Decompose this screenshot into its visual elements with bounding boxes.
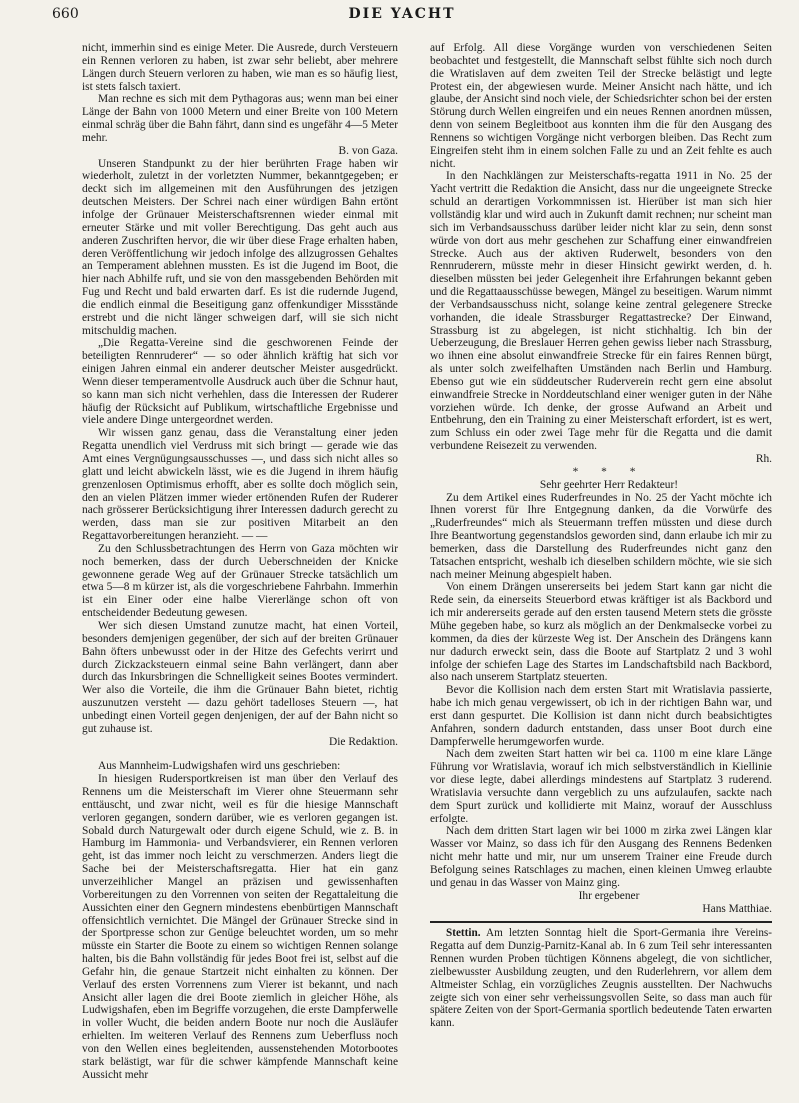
- paragraph: nicht, immerhin sind es einige Meter. Die Ausrede, durch Versteuern ein Rennen verloren zu haben, ist zwar sehr beliebt, aber mehrere Längen durch Steuern verloren zu haben, wie man es so häufig liest, ist stets falsch taxiert.: [82, 42, 398, 93]
- paragraph: Nach dem dritten Start lagen wir bei 1000 m zirka zwei Längen klar Wasser vor Mainz, so dass ich für den Ausgang des Rennens Bedenken nicht mehr hatte und mir, nur um unserem Trainer eine Freude durch Befolgung seines Ratschlages zu machen, einen kleinen Umweg erlaubte und genau in das Wasser von Mainz ging.: [430, 825, 772, 889]
- right-column: [430, 42, 772, 1030]
- letter-salutation: Sehr geehrter Herr Redakteur!: [539, 478, 679, 491]
- signature: B. von Gaza.: [338, 144, 398, 157]
- signature: Rh.: [755, 453, 772, 465]
- news-dateline: Stettin.: [446, 927, 481, 940]
- signature: Die Redaktion.: [329, 735, 398, 748]
- news-text: Am letzten Sonntag hielt die Sport-Germania ihre Vereins-Regatta auf dem Dunzig-Parnitz-Kanal ab. In 6 zum Teil sehr interessanten Rennen wurden Proben tüchtigen Könnens abgelegt, die von sichtlicher, zielbewusster Ausbildung zeugten, und den Ruderlehrern, vor allem dem Altmeister Schlag, ein vorzügliches Zeugnis ausstellten. Der Nachwuchs zeigte sich von einer sehr verheissungsvollen Seite, so dass man auch für spätere Zeiten von der Sport-Germania sportlich bedeutende Taten erwarten kann.: [430, 927, 772, 1030]
- paragraph: Wir wissen ganz genau, dass die Veranstaltung einer jeden Regatta unendlich viel Verdruss mit sich bringt — gerade wie das Amt eines Vergnügungsausschusses —, und dass sich nicht alles so glatt und leicht abwickeln lässt, wie es die Jugend in ihrem häufig grenzenlosen Optimismus erhofft, aber es sollte doch möglich sein, den an vielen Plätzen immer wieder ertönenden Rufen der Ruderer nach grösserer Berücksichtigung ihrer Interessen dadurch gerecht zu werden, dass man sie zur positiven Mitarbeit an den Regattavorbereitungen heranzieht. — —: [82, 427, 398, 543]
- running-title: DIE YACHT: [348, 6, 456, 22]
- left-column: [82, 42, 398, 1082]
- paragraph: Man rechne es sich mit dem Pythagoras aus; wenn man bei einer Länge der Bahn von 1000 Metern und einer Breite von 100 Metern einmal schräg über die Bahn fährt, dann sind es ungefähr 4—5 Meter mehr.: [82, 93, 398, 144]
- letter-closing: Ihr ergebener: [578, 889, 640, 902]
- paragraph: Zu den Schlussbetrachtungen des Herrn von Gaza möchten wir noch bemerken, dass der durch Ueberschneiden der Knicke gewonnene gerade Weg auf der Grünauer Strecke tatsächlich um etwa 5—8 m kürzer ist, als die vorgeschriebene Fahrbahn. Immerhin ist ein Einer oder eine halbe Viererlänge schon oft von entscheidender Bedeutung gewesen.: [82, 542, 398, 620]
- section-divider: * * *: [572, 465, 646, 478]
- news-item: [430, 921, 772, 1030]
- paragraph: In den Nachklängen zur Meisterschafts-regatta 1911 in No. 25 der Yacht vertritt die Redaktion die Ansicht, dass nur die ungeeignete Strecke schuld an derartigen Vorkommnissen ist. Hierüber ist man sich hier vollständig klar und wird auch in Zukunft damit rechnen; nur scheint man sich im Verbandsausschuss darüber leider nicht klar zu sein, denn sonst würde von dort aus mehr geschehen zur Schaffung einer einwandfreien Strecke. Auch aus der aktiven Ruderwelt, besonders von den Rennruderern, müsste mehr in dieser Hinsicht gewirkt werden, d. h. dieselben müssten bei jeder Gelegenheit ihre Erfahrungen bekannt geben und die Regattaausschüsse bewegen, Mängel zu beseitigen. Warum nimmt der Verbandsausschuss nicht, solange keine zentral gelegenere Strecke vorhanden, die ideale Strassburger Regattastrecke? Der Einwand, Strassburg ist zu abgelegen, ist nicht stichhaltig. Ich bin der Ueberzeugung, die Breslauer Herren gehen gewiss lieber nach Strassburg, wo ihnen eine absolut einwandfreie Strecke für ein faires Rennen bürgt, als unter solch zweifelhaften Umständen nach Berlin und Hamburg. Ebenso gut wie ein süddeutscher Ruderverein recht gern eine absolut einwandfreie Strecke in Norddeutschland einer weniger guten in der Nähe vorziehen würde. Ich denke, der grosse Aufwand an Arbeit und Entbehrung, den ein Training zu einer Meisterschaft erfordert, ist es wert, zum Schluss ein oder zwei Tage mehr für die Regatta und die damit verbundene Reisezeit zu verwenden.: [430, 170, 772, 453]
- paragraph: Unseren Standpunkt zu der hier berührten Frage haben wir wiederholt, zuletzt in der vorletzten Nummer, bekanntgegeben; er deckt sich im allgemeinen mit den Ausführungen des jetzigen deutschen Meisters. Der Schrei nach einer würdigen Bahn ertönt infolge der Grünauer Meisterschaftsrennen wieder einmal mit erneuter Stärke und mit voller Berechtigung. Das geht auch aus anderen Zuschriften hervor, die wir über diese Frage erhalten haben, deren Veröffentlichung wir jedoch infolge des allzugrossen Gehaltes an Temperament ablehnen mussten. Es ist die Jugend im Boot, die hier nach Abhilfe ruft, und sie von den massgebenden Behörden mit Fug und Recht und bald erwarten darf. Es ist die rudernde Jugend, die endlich einmal die Beseitigung ganz offenkundiger Missstände erstrebt und die nicht länger schweigen darf, will sie sich nicht mitschuldig machen.: [82, 157, 398, 337]
- paragraph: Nach dem zweiten Start hatten wir bei ca. 1100 m eine klare Länge Führung vor Wratislavia, worauf ich mich selbstverständlich in Kiellinie vor diese legte, dabei allerdings mindestens auf Startplatz 3 ruderend. Wratislavia versuchte dann vergeblich zu uns aufzulaufen, sackte nach dem Spurt zurück und kollidierte mit Mainz, worauf der Ausschluss erfolgte.: [430, 748, 772, 825]
- paragraph: auf Erfolg. All diese Vorgänge wurden von verschiedenen Seiten beobachtet und festgestellt, die Mannschaft selbst fühlte sich noch durch die Wratislaven auf dem zweiten Teil der Strecke belästigt und legte Protest ein, der abgewiesen wurde. Meiner Ansicht nach hätte, und ich glaube, der Ansicht sind noch viele, der Schiedsrichter schon bei der ersten Störung durch Wellen eingreifen und ein neues Rennen anordnen müssen, denn von seinem Begleitboot aus konnten ihm die für den Ausgang des Rennens so wichtigen Vorgänge nicht verborgen bleiben. Das Recht zum Eingreifen steht ihm in einem solchen Falle zu und an Zeit fehlte es auch nicht.: [430, 42, 772, 170]
- page-header: [52, 6, 752, 26]
- paragraph: „Die Regatta-Vereine sind die geschworenen Feinde der beteiligten Rennruderer“ — so oder ähnlich kräftig hat sich vor einigen Jahren einmal ein anderer deutscher Meister ausgedrückt. Wenn dieser temperamentvolle Ausdruck auch über die Schnur haut, so kann man sich nicht verhehlen, dass die Interessen der Ruderer häufig der Rücksicht auf Publikum, wirtschaftliche Ergebnisse und viele andere Dinge untergeordnet werden.: [82, 337, 398, 427]
- paragraph: Von einem Drängen unsererseits bei jedem Start kann gar nicht die Rede sein, da einerseits Steuerbord etwas kräftiger ist als Backbord und ich mir andererseits gerade auf den ersten tausend Metern stets die grösste Mühe gegeben habe, so kurz als möglich an der Denkmalsecke vorbei zu kommen, da dies der kürzeste Weg ist. Der Anschein des Drängens kann nur dadurch erweckt sein, dass die Boote auf Startplatz 2 und 3 wohl infolge der schiefen Lage des Startes im Landschaftsbild nach Backbord, also nach unserem Startplatz steuerten.: [430, 581, 772, 684]
- paragraph: In hiesigen Rudersportkreisen ist man über den Verlauf des Rennens um die Meisterschaft im Vierer ohne Steuermann sehr enttäuscht, und zwar nicht, weil es für die hiesige Mannschaft verloren gegangen, sondern darüber, wie es verloren gegangen ist. Sobald durch Naturgewalt oder durch eigene Schuld, wie z. B. in Hamburg im Hammonia- und Verbandsvierer, ein Rennen verloren geht, ist das immer noch leicht zu verschmerzen. Anders liegt die Sache bei der Meisterschaftsregatta. Hier hat ein ganz unverzeihlicher Mangel an präzisen und gewissenhaften Vorbereitungen zu den Vorrennen von seiten der Regattaleitung die Aussichten einer den Gegnern mindestens ebenbürtigen Mannschaft offensichtlich vernichtet. Die Mängel der Grünauer Strecke sind in der Sportpresse schon zur Genüge beleuchtet worden, um so mehr müsste ein Starter die Boote zu einem so wichtigen Rennen solange halten, bis die Bahn vollständig für jedes Boot frei ist, selbst auf die Gefahr hin, die genaue Startzeit nicht einhalten zu können. Der Verlauf des ersten Vorrennens zum Vierer ist bekannt, und nach Ansicht aller lagen die drei Boote ziemlich in gleicher Höhe, als Ludwigshafen, eben im Begriffe vorzugehen, die erste Dampferwelle in voller Wucht, die beiden andern Boote nur noch die Ausläufer erhielten. Im weiteren Verlauf des Rennens zum Ueberfluss noch von den Wellen eines begleitenden, aussenstehenden Motorbootes stark belästigt, war für die schwer kämpfende Mannschaft keine Aussicht mehr: [82, 773, 398, 1081]
- paragraph: Wer sich diesen Umstand zunutze macht, hat einen Vorteil, besonders demjenigen gegenüber, der sich auf der breiten Grünauer Bahn öfters unbewusst oder in der Hitze des Gefechts verirrt und durch Zickzacksteuern einmal seine Bahn verlängert, dann aber durch das Inkursbringen die Schnelligkeit seines Bootes vermindert. Wer also die Vorteile, die ihm die Grünauer Bahn bietet, richtig auszunutzen versteht — dazu gehört tadelloses Steuern —, hat unbedingt einen Vorteil gegen denjenigen, der auf der Bahn nicht so gut zuhause ist.: [82, 619, 398, 735]
- paragraph: Zu dem Artikel eines Ruderfreundes in No. 25 der Yacht möchte ich Ihnen vorerst für Ihre Entgegnung danken, da die Vorwürfe des „Ruderfreundes“ mich als Steuermann treffen müssten und diese durch Ihre Beantwortung gegenstandslos geworden sind, dann erlaube ich mir zu bemerken, dass die Darstellung des Ruderfreundes nicht ganz den Tatsachen entspricht, weshalb ich dieselben schildern möchte, wie sie sich nach meiner Meinung abgespielt haben.: [430, 491, 772, 581]
- intro-line: Aus Mannheim-Ludwigshafen wird uns geschrieben:: [98, 760, 341, 773]
- page-number: 660: [52, 6, 79, 22]
- paragraph: Bevor die Kollision nach dem ersten Start mit Wratislavia passierte, habe ich mich genau vergewissert, ob ich in der richtigen Bahn war, und erst dann gespurtet. Die Kollision ist dann nicht durch beabsichtigtes Anfahren, sondern dadurch entstanden, dass unser Boot durch eine Dampferwelle herumgeworfen wurde.: [430, 684, 772, 748]
- signature: Hans Matthiae.: [702, 902, 772, 915]
